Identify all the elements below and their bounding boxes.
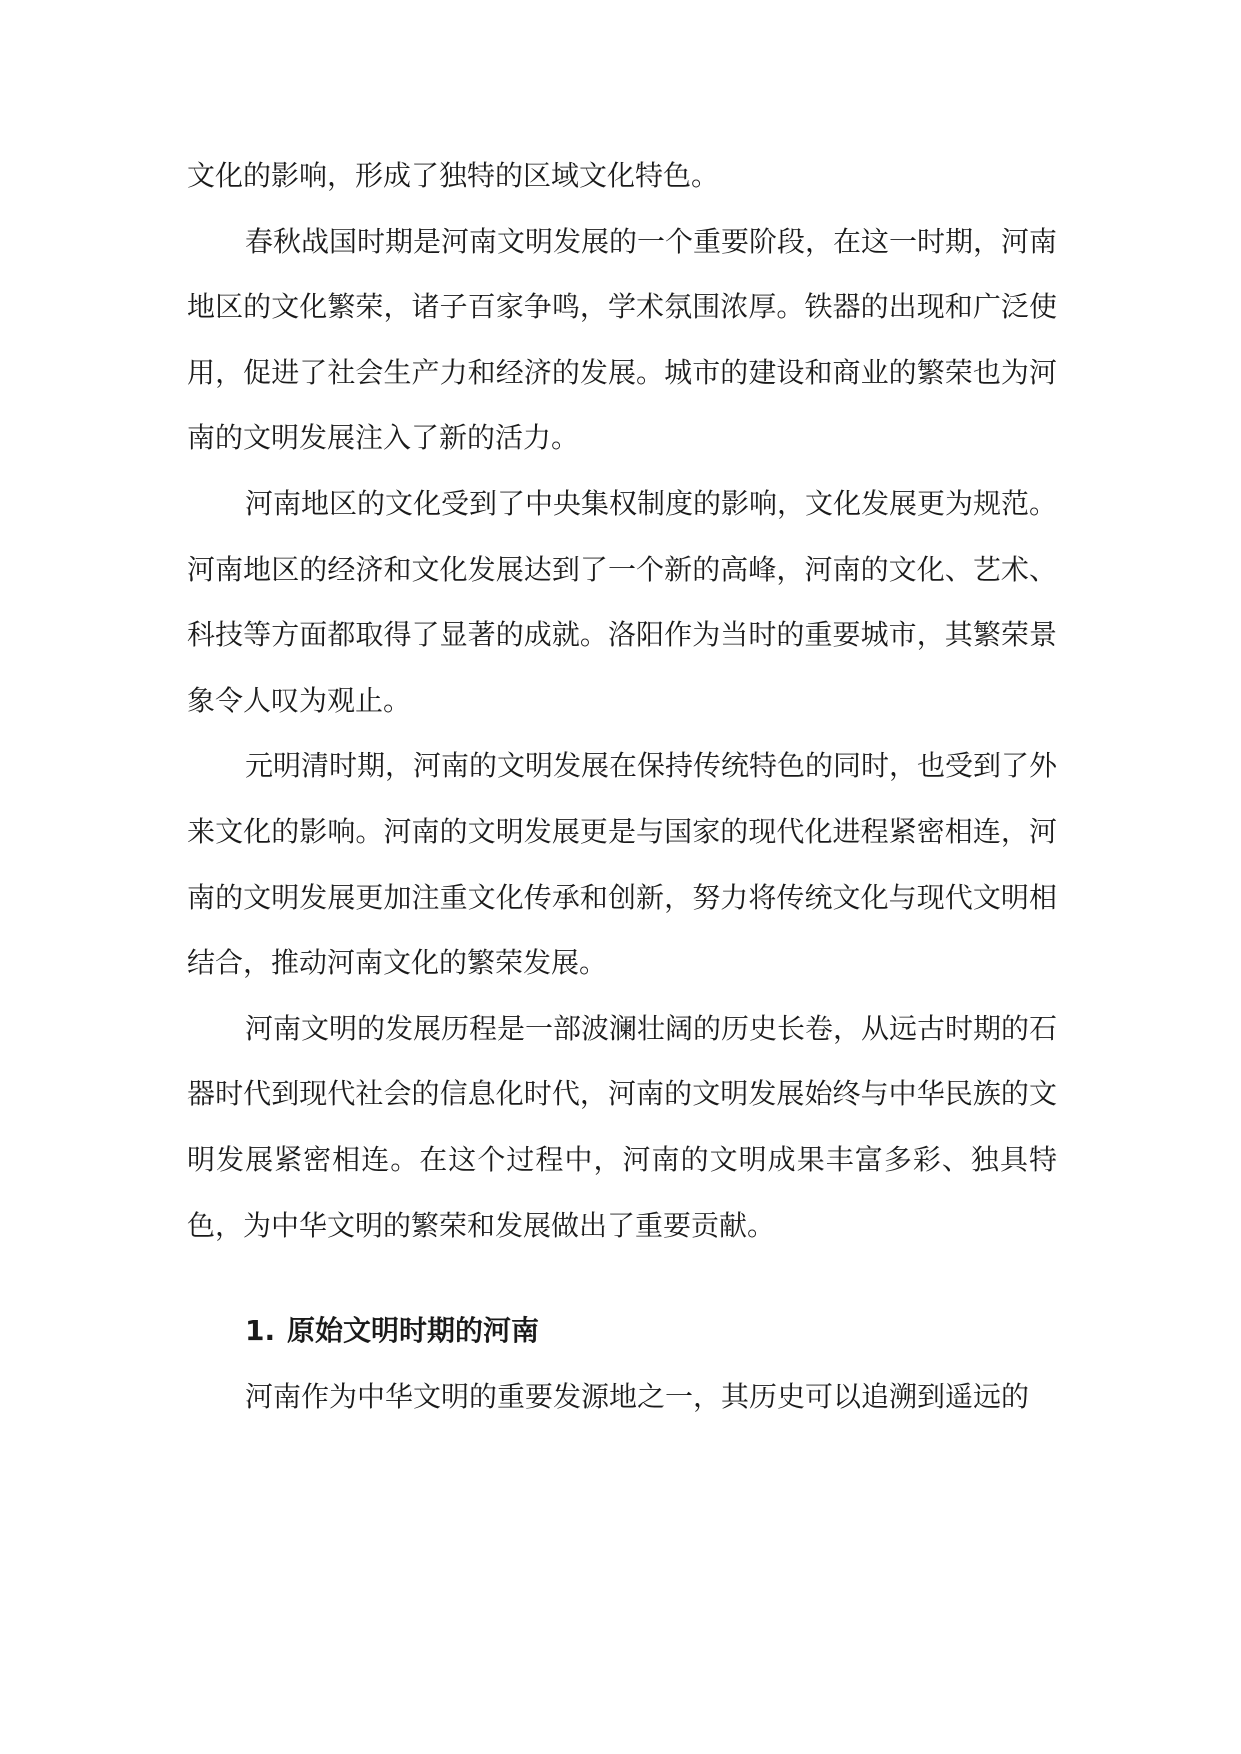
section-title: 原始文明时期的河南 xyxy=(287,1314,540,1348)
body-text xyxy=(187,143,1057,1429)
paragraph-spring-autumn: 春秋战国时期是河南文明发展的一个重要阶段，在这一时期，河南地区的文化繁荣，诸子百家争鸣，学术氛围浓厚。铁器的出现和广泛使用，促进了社会生产力和经济的发展。城市的建设和商业的繁荣也为河南的文明发展注入了新的活力。 xyxy=(187,224,1058,455)
paragraph-continuation: 文化的影响，形成了独特的区域文化特色。 xyxy=(187,159,720,192)
section-heading xyxy=(187,1298,1057,1364)
paragraph-section-intro: 河南作为中华文明的重要发源地之一，其历史可以追溯到遥远的 xyxy=(245,1379,1030,1413)
paragraph-central-authority: 河南地区的文化受到了中央集权制度的影响，文化发展更为规范。河南地区的经济和文化发展达到了一个新的高峰，河南的文化、艺术、科技等方面都取得了显著的成就。洛阳作为当时的重要城市，其繁荣景象令人叹为观止。 xyxy=(187,486,1058,717)
section-number: 1. xyxy=(245,1314,276,1348)
paragraph-summary: 河南文明的发展历程是一部波澜壮阔的历史长卷，从远古时期的石器时代到现代社会的信息化时代，河南的文明发展始终与中华民族的文明发展紧密相连。在这个过程中，河南的文明成果丰富多彩、独具特色，为中华文明的繁荣和发展做出了重要贡献。 xyxy=(187,1011,1058,1242)
paragraph-yuan-ming-qing: 元明清时期，河南的文明发展在保持传统特色的同时，也受到了外来文化的影响。河南的文明发展更是与国家的现代化进程紧密相连，河南的文明发展更加注重文化传承和创新，努力将传统文化与现代文明相结合，推动河南文化的繁荣发展。 xyxy=(187,749,1058,980)
